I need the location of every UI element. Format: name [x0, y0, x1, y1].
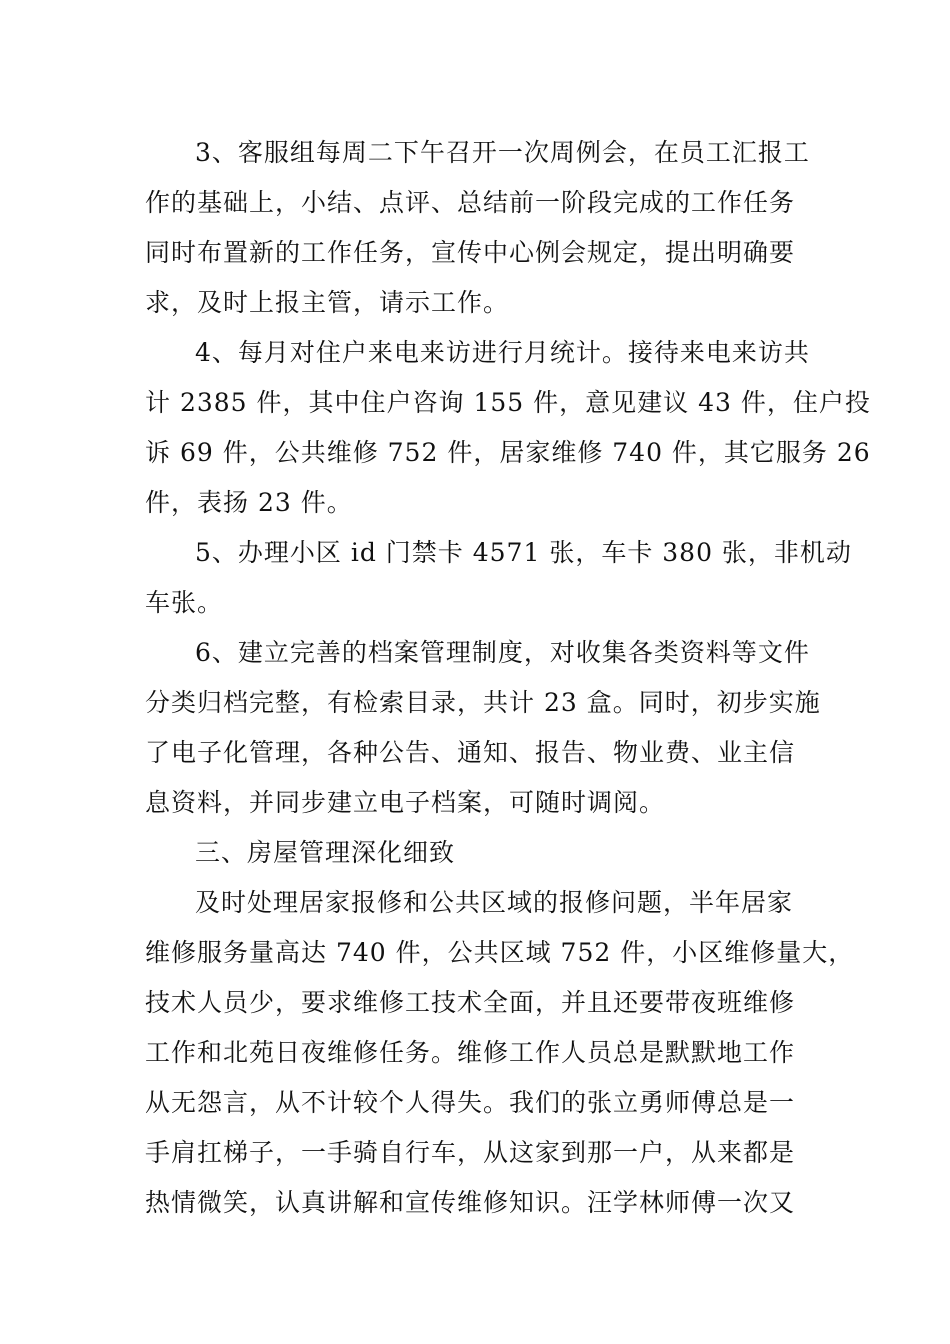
paragraph-6-line-1: 6、建立完善的档案管理制度，对收集各类资料等文件	[195, 638, 810, 667]
paragraph-3-line-4: 求，及时上报主管，请示工作。	[145, 288, 510, 317]
paragraph-5-line-1: 5、办理小区 id 门禁卡 4571 张，车卡 380 张，非机动	[195, 538, 852, 567]
section-heading-housing-management: 三、房屋管理深化细致	[195, 838, 456, 867]
paragraph-6-line-3: 了电子化管理，各种公告、通知、报告、物业费、业主信	[145, 738, 796, 767]
paragraph-3-line-2: 作的基础上，小结、点评、总结前一阶段完成的工作任务	[145, 188, 796, 217]
paragraph-4-line-4: 件，表扬 23 件。	[145, 488, 353, 517]
paragraph-repair-line-6: 手肩扛梯子，一手骑自行车，从这家到那一户，从来都是	[145, 1138, 796, 1167]
paragraph-6-line-2: 分类归档完整，有检索目录，共计 23 盒。同时，初步实施	[145, 688, 821, 717]
document-body	[145, 128, 871, 1228]
paragraph-repair-line-4: 工作和北苑日夜维修任务。维修工作人员总是默默地工作	[145, 1038, 796, 1067]
paragraph-3-line-3: 同时布置新的工作任务，宣传中心例会规定，提出明确要	[145, 238, 796, 267]
paragraph-3-line-1: 3、客服组每周二下午召开一次周例会，在员工汇报工	[195, 138, 810, 167]
paragraph-4-line-2: 计 2385 件，其中住户咨询 155 件，意见建议 43 件，住户投	[145, 388, 871, 417]
paragraph-4-line-1: 4、每月对住户来电来访进行月统计。接待来电来访共	[195, 338, 810, 367]
paragraph-6-line-4: 息资料，并同步建立电子档案，可随时调阅。	[145, 788, 666, 817]
paragraph-5-line-2: 车张。	[145, 588, 224, 617]
paragraph-4-line-3: 诉 69 件，公共维修 752 件，居家维修 740 件，其它服务 26	[145, 438, 871, 467]
paragraph-repair-line-2: 维修服务量高达 740 件，公共区域 752 件，小区维修量大，	[145, 938, 855, 967]
paragraph-repair-line-3: 技术人员少，要求维修工技术全面，并且还要带夜班维修	[145, 988, 796, 1017]
paragraph-repair-line-7: 热情微笑，认真讲解和宣传维修知识。汪学林师傅一次又	[145, 1188, 796, 1217]
paragraph-repair-line-5: 从无怨言，从不计较个人得失。我们的张立勇师傅总是一	[145, 1088, 796, 1117]
paragraph-repair-line-1: 及时处理居家报修和公共区域的报修问题，半年居家	[195, 888, 794, 917]
